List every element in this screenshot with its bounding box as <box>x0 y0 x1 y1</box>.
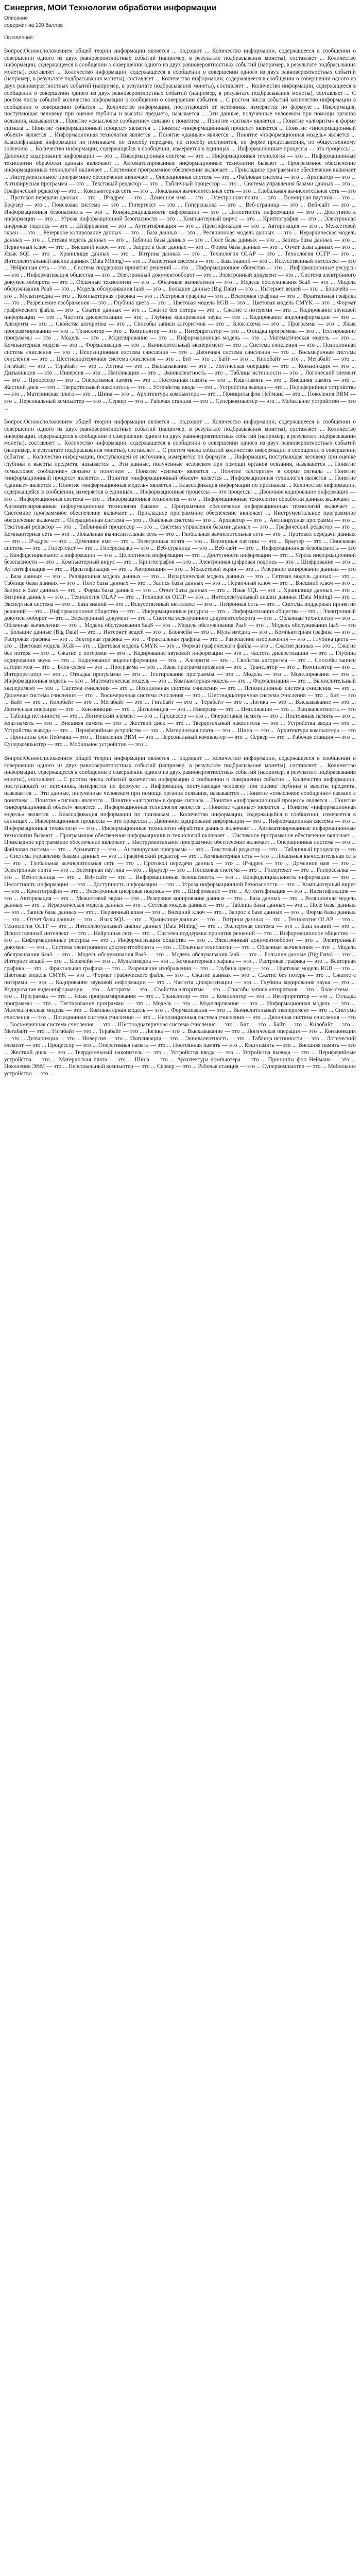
section-label: Описание <box>4 15 28 21</box>
toc-label: Оглавление: <box>4 35 35 41</box>
subtitle: содержит на 100 баллов <box>4 23 63 28</box>
document-body-text: Вопрос:Осноосположением общей теории информации является ... подходит ... Количество информации, содержащееся в сообщении о совершении одного из двух равновероятностных событий (например, в результате подбрасывания монеты), составляет ... Количество информации, содержащееся в сообщении о совершении одного из двух равновероятностных событий (например, в результате подбрасывания монеты), составляет ... Количество информации, содержащееся в сообщении о совершении одного из двух равновероятностных событий (например, в результате подбрасывания монеты), составляет ... Количество информации, содержащееся в сообщении о совершении одного из двух равновероятностных событий (например, в результате подбрасывания монеты), составляет ... Количество информации, содержащееся в сообщении о совершении одного из двух равновероятностных событий (например, в результате подбрасывания монеты), составляет ... С ростом числа событий количество информации о сообщении о совершении события ... С ростом числа событий количество информации в сообщении о совершении события ... Количество информации, поступающей от источника, измеряется по формуле ... Информация, поступающая человеку при оценке глубины и высоты предмета, называется ... Эти данные, полученные человеком при помощи органов осязания, называются ... Понятие «смысловое сообщение» связано с понятием ... Понятие «сигнал» является ... Понятие «алгоритм» в форме сигнала ... Понятие «информационный процесс» является ... Понятие «информационный процесс» является ... Понятие «информационный объект» является ... Информационная технология является ... Понятие «данные» является ... Понятие «информационная модель» является ... Классификация информации по признакам: по способу передачи, по способу восприятия, по форме представления, по общественному значению ... Количество информации, содержащейся в сообщении, измеряется в единицах ... Информационные процессы — это процессы ... Двоичное кодирование информации — это ... Информационная система — это ... Информационная технология — это ... Информационные технологии обработки данных включают ... Автоматизированные информационные технологии бывают ... Программное обеспечение информационных технологий включает ... Системное программное обеспечение включает ... Прикладное программное обеспечение включает ... Инструментальное программное обеспечение включает ... Операционная система — это ... Файловая система — это ... Архиватор — это ... Антивирусная программа — это ... Текстовый редактор — это ... Табличный процессор — это ... Система управления базами данных — это ... Графический редактор — это ... Компьютерная сеть — это ... Локальная вычислительная сеть — это ... Глобальная вычислительная сеть — это ... Протокол передачи данных — это ... IP-адрес — это ... Доменное имя — это ... Электронная почта — это ... Всемирная паутина — это ... Браузер — это ... Поисковая система — это ... Гипертекст — это ... Гиперссылка — это ... Веб-страница — это ... Веб-сайт — это ... Информационная безопасность — это ... Конфиденциальность информации — это ... Целостность информации — это ... Доступность информации — это ... Угроза информационной безопасности — это ... Компьютерный вирус — это ... Криптография — это ... Электронная цифровая подпись — это ... Шифрование — это ... Аутентификация — это ... Идентификация — это ... Авторизация — это ... Межсетевой экран — это ... Резервное копирование данных — это ... База данных — это ... Реляционная модель данных — это ... Иерархическая модель данных — это ... Сетевая модель данных — это ... Таблица базы данных — это ... Поле базы данных — это ... Запись базы данных — это ... Первичный ключ — это ... Внешний ключ — это ... Запрос к базе данных — это ... Форма базы данных — это ... Отчет базы данных — это ... Язык SQL — это ... Хранилище данных — это ... Витрина данных — это ... Технология OLAP — это ... Технология OLTP — это ... Интеллектуальный анализ данных (Data Mining) — это ... Экспертная система — это ... База знаний — это ... Искусственный интеллект — это ... Нейронная сеть — это ... Система поддержки принятия решений — это ... Информационное общество — это ... Информационные ресурсы — это ... Информатизация общества — это ... Электронный документооборот — это ... Электронный документ — это ... Система электронного документооборота — это ... Облачные технологии — это ... Облачные вычисления — это ... Модель обслуживания SaaS — это ... Модель обслуживания PaaS — это ... Модель обслуживания IaaS — это ... Большие данные (Big Data) — это ... Интернет вещей — это ... Блокчейн — это ... Мультимедиа — это ... Компьютерная графика — это ... Растровая графика — это ... Векторная графика — это ... Фрактальная графика — это ... Разрешение изображения — это ... Глубина цвета — это ... Цветовая модель RGB — это ... Цветовая модель CMYK — это ... Формат графического файла — это ... Сжатие данных — это ... Сжатие без потерь — это ... Сжатие с потерями — это ... Кодирование звуковой информации — это ... Частота дискретизации — это ... Глубина кодирования звука — это ... Кодирование видеоинформации — это ... Алгоритм — это ... Свойства алгоритма — это ... Способы записи алгоритмов — это ... Блок-схема — это ... Программа — это ... Язык программирования — это ... Транслятор — это ... Компилятор — это ... Интерпретатор — это ... Отладка программы — это ... Тестирование программы — это ... Модель — это ... Моделирование — это ... Информационная модель — это ... Математическая модель — это ... Компьютерная модель — это ... Формализация — это ... Вычислительный эксперимент — это ... Система счисления — это ... Позиционная система счисления — это ... Непозиционная система счисления — это ... Двоичная система счисления — это ... Восьмеричная система счисления — это ... Шестнадцатеричная система счисления — это ... Бит — это ... Байт — это ... Килобайт — это ... Мегабайт — это ... Гигабайт — это ... Терабайт — это ... Логика — это ... Высказывание — это ... Логическая операция — это ... Конъюнкция — это ... Дизъюнкция — это ... Инверсия — это ... Импликация — это ... Эквивалентность — это ... Таблица истинности — это ... Логический элемент — это ... Процессор — это ... Оперативная память — это ... Постоянная память — это ... Кэш-память — это ... Внешняя память — это ... Жесткий диск — это ... Твердотельный накопитель — это ... Устройства ввода — это ... Устройства вывода — это ... Периферийные устройства — это ... Материнская плата — это ... Шина — это ... Архитектура компьютера — это ... Принципы фон Неймана — это ... Поколения ЭВМ — это ... Персональный компьютер — это ... Сервер — это ... Рабочая станция — это ... Суперкомпьютер — это ... Мобильное устройство — это ... Вопрос:Осноосположением общей теории информации является ... подходит ... Количество информации, содержащееся в сообщении о совершении одного из двух равновероятностных событий (например, в результате подбрасывания монеты), составляет ... Количество информации, содержащееся в сообщении о совершении одного из двух равновероятностных событий (например, в результате подбрасывания монеты), составляет ... Количество информации, содержащееся в сообщении о совершении одного из двух равновероятностных событий (например, в результате подбрасывания монеты), составляет ... С ростом числа событий количество информации о сообщении о совершении события ... Количество информации, поступающей от источника, измеряется по формуле ... Информация, поступающая человеку при оценке глубины и высоты предмета, называется ... Эти данные, полученные человеком при помощи органов осязания, называются ... Понятие «смысловое сообщение» связано с понятием ... Понятие «сигнал» является ... Понятие «алгоритм» в форме сигнала ... Понятие «информационный процесс» является ... Понятие «информационный объект» является ... Информационная технология является ... Понятие «данные» является ... Понятие «информационная модель» является ... Классификация информации по признакам ... Количество информации, содержащейся в сообщении, измеряется в единицах ... Информационные процессы — это процессы ... Двоичное кодирование информации — это ... Информационная система — это ... Информационная технология — это ... Информационные технологии обработки данных включают ... Автоматизированные информационные технологии бывают ... Программное обеспечение информационных технологий включает ... Системное программное обеспечение включает ... Прикладное программное обеспечение включает ... Инструментальное программное обеспечение включает ... Операционная система — это ... Файловая система — это ... Архиватор — это ... Антивирусная программа — это ... Текстовый редактор — это ... Табличный процессор — это ... Система управления базами данных — это ... Графический редактор — это ... Компьютерная сеть — это ... Локальная вычислительная сеть — это ... Глобальная вычислительная сеть — это ... Протокол передачи данных — это ... IP-адрес — это ... Доменное имя — это ... Электронная почта — это ... Всемирная паутина — это ... Браузер — это ... Поисковая система — это ... Гипертекст — это ... Гиперссылка — это ... Веб-страница — это ... Веб-сайт — это ... Информационная безопасность — это ... Конфиденциальность информации — это ... Целостность информации — это ... Доступность информации — это ... Угроза информационной безопасности — это ... Компьютерный вирус — это ... Криптография — это ... Электронная цифровая подпись — это ... Шифрование — это ... Аутентификация — это ... Идентификация — это ... Авторизация — это ... Межсетевой экран — это ... Резервное копирование данных — это ... База данных — это ... Реляционная модель данных — это ... Иерархическая модель данных — это ... Сетевая модель данных — это ... Таблица базы данных — это ... Поле базы данных — это ... Запись базы данных — это ... Первичный ключ — это ... Внешний ключ — это ... Запрос к базе данных — это ... Форма базы данных — это ... Отчет базы данных — это ... Язык SQL — это ... Хранилище данных — это ... Витрина данных — это ... Технология OLAP — это ... Технология OLTP — это ... Интеллектуальный анализ данных (Data Mining) — это ... Экспертная система — это ... База знаний — это ... Искусственный интеллект — это ... Нейронная сеть — это ... Система поддержки принятия решений — это ... Информационное общество — это ... Информационные ресурсы — это ... Информатизация общества — это ... Электронный документооборот — это ... Электронный документ — это ... Система электронного документооборота — это ... Облачные технологии — это ... Облачные вычисления — это ... Модель обслуживания SaaS — это ... Модель обслуживания PaaS — это ... Модель обслуживания IaaS — это ... Большие данные (Big Data) — это ... Интернет вещей — это ... Блокчейн — это ... Мультимедиа — это ... Компьютерная графика — это ... Растровая графика — это ... Векторная графика — это ... Фрактальная графика — это ... Разрешение изображения — это ... Глубина цвета — это ... Цветовая модель RGB — это ... Цветовая модель CMYK — это ... Формат графического файла — это ... Сжатие данных — это ... Сжатие без потерь — это ... Сжатие с потерями — это ... Кодирование звуковой информации — это ... Частота дискретизации — это ... Глубина кодирования звука — это ... Кодирование видеоинформации — это ... Алгоритм — это ... Свойства алгоритма — это ... Способы записи алгоритмов — это ... Блок-схема — это ... Программа — это ... Язык программирования — это ... Транслятор — это ... Компилятор — это ... Интерпретатор — это ... Отладка программы — это ... Тестирование программы — это ... Модель — это ... Моделирование — это ... Информационная модель — это ... Математическая модель — это ... Компьютерная модель — это ... Формализация — это ... Вычислительный эксперимент — это ... Система счисления — это ... Позиционная система счисления — это ... Непозиционная система счисления — это ... Двоичная система счисления — это ... Восьмеричная система счисления — это ... Шестнадцатеричная система счисления — это ... Бит — это ... Байт — это ... Килобайт — это ... Мегабайт — это ... Гигабайт — это ... Терабайт — это ... Логика — это ... Высказывание — это ... Логическая операция — это ... Конъюнкция — это ... Дизъюнкция — это ... Инверсия — это ... Импликация — это ... Эквивалентность — это ... Таблица истинности — это ... Логический элемент — это ... Процессор — это ... Оперативная память — это ... Постоянная память — это ... Кэш-память — это ... Внешняя память — это ... Жесткий диск — это ... Твердотельный накопитель — это ... Устройства ввода — это ... Устройства вывода — это ... Периферийные устройства — это ... Материнская плата — это ... Шина — это ... Архитектура компьютера — это ... Принципы фон Неймана — это ... Поколения ЭВМ — это ... Персональный компьютер — это ... Сервер — это ... Рабочая станция — это ... Суперкомпьютер — это ... Мобильное устройство — это ... Вопрос:Осноосположением общей теории информации является ... подходит ... Количество информации, содержащееся в сообщении о совершении одного из двух равновероятностных событий (например, в результате подбрасывания монеты), составляет ... Количество информации, содержащееся в сообщении о совершении одного из двух равновероятностных событий (например, в результате подбрасывания монеты), составляет ... С ростом числа событий количество информации о сообщении о совершении события ... Количество информации, поступающей от источника, измеряется по формуле ... Информация, поступающая человеку при оценке глубины и высоты предмета, называется ... Эти данные, полученные человеком при помощи органов осязания, называются ... Понятие «смысловое сообщение» связано с понятием ... Понятие «сигнал» является ... Понятие «алгоритм» в форме сигнала ... Понятие «информационный процесс» является ... Понятие «информационный объект» является ... Информационная технология является ... Понятие «данные» является ... Понятие «информационная модель» является ... Классификация информации по признакам ... Количество информации, содержащейся в сообщении, измеряется в единицах ... Информационные процессы — это процессы ... Двоичное кодирование информации — это ... Информационная система — это ... Информационная технология — это ... Информационные технологии обработки данных включают ... Автоматизированные информационные технологии бывают ... Программное обеспечение информационных технологий включает ... Системное программное обеспечение включает ... Прикладное программное обеспечение включает ... Инструментальное программное обеспечение включает ... Операционная система — это ... Файловая система — это ... Архиватор — это ... Антивирусная программа — это ... Текстовый редактор — это ... Табличный процессор — это ... Система управления базами данных — это ... Графический редактор — это ... Компьютерная сеть — это ... Локальная вычислительная сеть — это ... Глобальная вычислительная сеть — это ... Протокол передачи данных — это ... IP-адрес — это ... Доменное имя — это ... Электронная почта — это ... Всемирная паутина — это ... Браузер — это ... Поисковая система — это ... Гипертекст — это ... Гиперссылка — это ... Веб-страница — это ... Веб-сайт — это ... Информационная безопасность — это ... Конфиденциальность информации — это ... Целостность информации — это ... Доступность информации — это ... Угроза информационной безопасности — это ... Компьютерный вирус — это ... Криптография — это ... Электронная цифровая подпись — это ... Шифрование — это ... Аутентификация — это ... Идентификация — это ... Авторизация — это ... Межсетевой экран — это ... Резервное копирование данных — это ... База данных — это ... Реляционная модель данных — это ... Иерархическая модель данных — это ... Сетевая модель данных — это ... Таблица базы данных — это ... Поле базы данных — это ... Запись базы данных — это ... Первичный ключ — это ... Внешний ключ — это ... Запрос к базе данных — это ... Форма базы данных — это ... Отчет базы данных — это ... Язык SQL — это ... Хранилище данных — это ... Витрина данных — это ... Технология OLAP — это ... Технология OLTP — это ... Интеллектуальный анализ данных (Data Mining) — это ... Экспертная система — это ... База знаний — это ... Искусственный интеллект — это ... Нейронная сеть — это ... Система поддержки принятия решений — это ... Информационное общество — это ... Информационные ресурсы — это ... Информатизация общества — это ... Электронный документооборот — это ... Электронный документ — это ... Система электронного документооборота — это ... Облачные технологии — это ... Облачные вычисления — это ... Модель обслуживания SaaS — это ... Модель обслуживания PaaS — это ... Модель обслуживания IaaS — это ... Большие данные (Big Data) — это ... Интернет вещей — это ... Блокчейн — это ... Мультимедиа — это ... Компьютерная графика — это ... Растровая графика — это ... Векторная графика — это ... Фрактальная графика — это ... Разрешение изображения — это ... Глубина цвета — это ... Цветовая модель RGB — это ... Цветовая модель CMYK — это ... Формат графического файла — это ... Сжатие данных — это ... Сжатие без потерь — это ... Сжатие с потерями — это ... Кодирование звуковой информации — это ... Частота дискретизации — это ... Глубина кодирования звука — это ... Кодирование видеоинформации — это ... Алгоритм — это ... Свойства алгоритма — это ... Способы записи алгоритмов — это ... Блок-схема — это ... Программа — это ... Язык программирования — это ... Транслятор — это ... Компилятор — это ... Интерпретатор — это ... Отладка программы — это ... Тестирование программы — это ... Модель — это ... Моделирование — это ... Информационная модель — это ... Математическая модель — это ... Компьютерная модель — это ... Формализация — это ... Вычислительный эксперимент — это ... Система счисления — это ... Позиционная система счисления — это ... Непозиционная система счисления — это ... Двоичная система счисления — это ... Восьмеричная система счисления — это ... Шестнадцатеричная система счисления — это ... Бит — это ... Байт — это ... Килобайт — это ... Мегабайт — это ... Гигабайт — это ... Терабайт — это ... Логика — это ... Высказывание — это ... Логическая операция — это ... Конъюнкция — это ... Дизъюнкция — это ... Инверсия — это ... Импликация — это ... Эквивалентность — это ... Таблица истинности — это ... Логический элемент — это ... Процессор — это ... Оперативная память — это ... Постоянная память — это ... Кэш-память — это ... Внешняя память — это ... Жесткий диск — это ... Твердотельный накопитель — это ... Устройства ввода — это ... Устройства вывода — это ... Периферийные устройства — это ... Материнская плата — это ... Шина — это ... Архитектура компьютера — это ... Принципы фон Неймана — это ... Поколения ЭВМ — это ... Персональный компьютер — это ... Сервер — это ... Рабочая станция — это ... Суперкомпьютер — это ... Мобильное устройство — это ... <box>4 48 356 1077</box>
document-page <box>0 0 361 1077</box>
page-title: Синергия, МОИ Технологии обработки информации <box>4 4 217 12</box>
